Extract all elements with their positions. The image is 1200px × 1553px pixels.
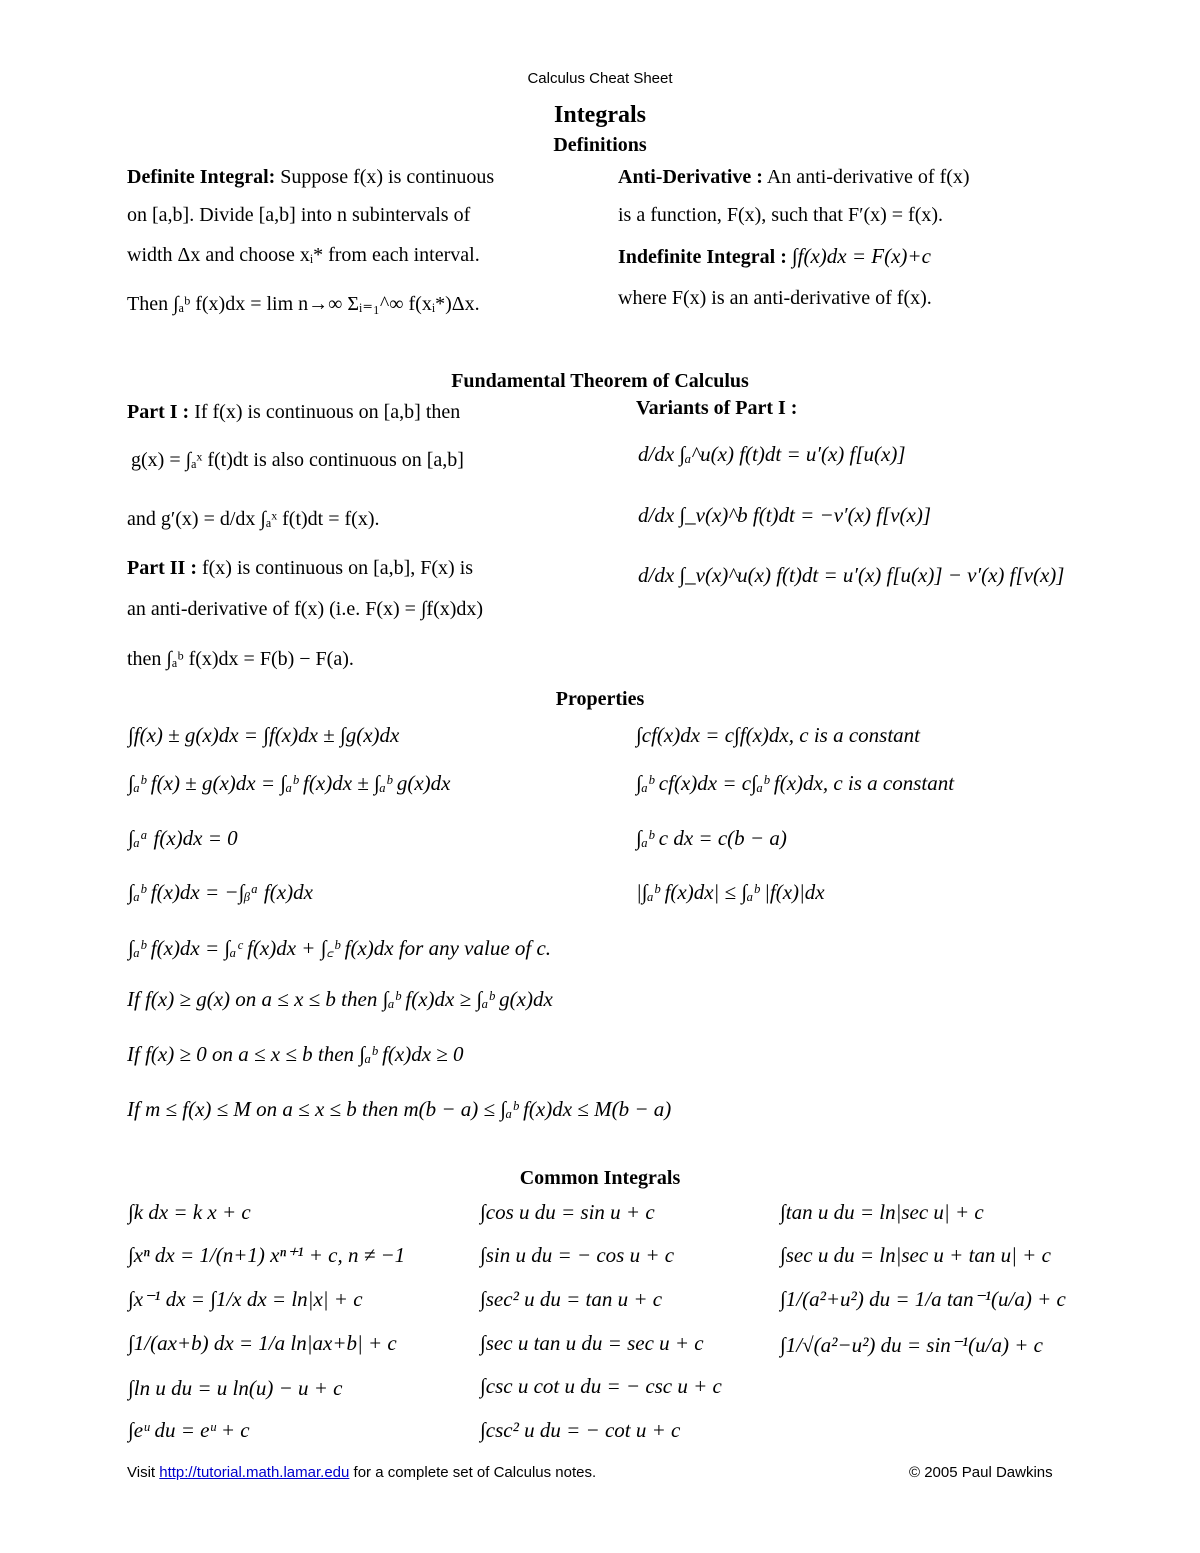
part1-label: Part I : [127,401,190,423]
property-right-3: ∫ₐᵇ c dx = c(b − a) [636,826,787,850]
footer-link[interactable]: http://tutorial.math.lamar.edu [159,1464,350,1481]
common-integral: ∫sec² u du = tan u + c [480,1287,663,1311]
indefinite-label: Indefinite Integral : [618,246,787,268]
property-right-2: ∫ₐᵇ cf(x)dx = c∫ₐᵇ f(x)dx, c is a constant [636,771,955,795]
footer-rest: for a complete set of Calculus notes. [353,1464,597,1481]
section-properties: Properties [555,688,645,710]
property-left-4: ∫ₐᵇ f(x)dx = −∫ᵦᵃ f(x)dx [128,880,313,904]
property-full-3: If f(x) ≥ 0 on a ≤ x ≤ b then ∫ₐᵇ f(x)dx ≥ 0 [127,1042,464,1066]
property-right-4: |∫ₐᵇ f(x)dx| ≤ ∫ₐᵇ |f(x)|dx [636,880,825,904]
common-integral: ∫cos u du = sin u + c [480,1200,655,1224]
common-integral: ∫csc² u du = − cot u + c [480,1418,681,1442]
anti-line-2: is a function, F(x), such that F′(x) = f(x). [618,204,944,226]
footer-note [127,1464,596,1481]
property-full-2: If f(x) ≥ g(x) on a ≤ x ≤ b then ∫ₐᵇ f(x)dx ≥ ∫ₐᵇ g(x)dx [127,987,553,1011]
common-integral: ∫eᵘ du = eᵘ + c [128,1418,250,1442]
anti-label: Anti-Derivative : [618,166,763,188]
page-header: Calculus Cheat Sheet [527,70,673,87]
page-title: Integrals [554,102,646,128]
common-integral: ∫1/(a²+u²) du = 1/a tan⁻¹(u/a) + c [780,1287,1066,1311]
indefinite-eq: ∫f(x)dx = F(x)+c [791,244,931,268]
common-integral: ∫tan u du = ln|sec u| + c [780,1200,984,1224]
part1-line-1: If f(x) is continuous on [a,b] then [194,401,461,423]
part2-label: Part II : [127,557,197,579]
definite-label: Definite Integral: [127,166,276,188]
variants-label: Variants of Part I : [636,397,798,419]
section-definitions: Definitions [553,134,647,156]
variant-3: d/dx ∫_v(x)^u(x) f(t)dt = u′(x) f[u(x)] − v′(x) f[v(x)] [638,563,1065,587]
common-integral: ∫csc u cot u du = − csc u + c [480,1374,722,1398]
part1-line-2: g(x) = ∫ₐˣ f(t)dt is also continuous on [a,b] [131,449,464,471]
anti-line-1: An anti-derivative of f(x) [766,166,970,188]
definite-line-3: width Δx and choose xᵢ* from each interval. [127,244,480,266]
definite-line-4: Then ∫ₐᵇ f(x)dx = lim n→∞ Σᵢ₌₁^∞ f(xᵢ*)Δx. [127,293,480,315]
common-integral: ∫1/(ax+b) dx = 1/a ln|ax+b| + c [128,1331,397,1355]
common-integral: ∫xⁿ dx = 1/(n+1) xⁿ⁺¹ + c, n ≠ −1 [128,1243,406,1267]
property-left-3: ∫ₐᵃ f(x)dx = 0 [128,826,238,850]
variant-1: d/dx ∫ₐ^u(x) f(t)dt = u′(x) f[u(x)] [638,442,906,466]
part2-line-2: an anti-derivative of f(x) (i.e. F(x) = ∫f(x)dx) [127,598,484,620]
section-common-integrals: Common Integrals [519,1167,681,1189]
part2-line-3: then ∫ₐᵇ f(x)dx = F(b) − F(a). [127,648,354,670]
property-left-1: ∫f(x) ± g(x)dx = ∫f(x)dx ± ∫g(x)dx [128,723,400,747]
common-integral: ∫1/√(a²−u²) du = sin⁻¹(u/a) + c [780,1333,1043,1357]
common-integral: ∫sec u tan u du = sec u + c [480,1331,704,1355]
common-integral: ∫sec u du = ln|sec u + tan u| + c [780,1243,1051,1267]
section-ftc: Fundamental Theorem of Calculus [451,370,749,392]
common-integral: ∫k dx = k x + c [128,1200,251,1224]
part2-line-1: f(x) is continuous on [a,b], F(x) is [201,557,474,579]
definite-line-2: on [a,b]. Divide [a,b] into n subintervals of [127,204,471,226]
property-full-4: If m ≤ f(x) ≤ M on a ≤ x ≤ b then m(b − a) ≤ ∫ₐᵇ f(x)dx ≤ M(b − a) [127,1097,672,1121]
definite-line-1: Suppose f(x) is continuous [280,166,495,188]
part1-line-3: and g′(x) = d/dx ∫ₐˣ f(t)dt = f(x). [127,508,380,530]
indefinite-line-2: where F(x) is an anti-derivative of f(x). [618,287,932,309]
footer-copyright: © 2005 Paul Dawkins [909,1464,1053,1481]
common-integral: ∫x⁻¹ dx = ∫1/x dx = ln|x| + c [128,1287,363,1311]
property-left-2: ∫ₐᵇ f(x) ± g(x)dx = ∫ₐᵇ f(x)dx ± ∫ₐᵇ g(x)dx [128,771,451,795]
property-right-1: ∫cf(x)dx = c∫f(x)dx, c is a constant [636,723,920,747]
variant-2: d/dx ∫_v(x)^b f(t)dt = −v′(x) f[v(x)] [638,503,932,527]
property-full-1: ∫ₐᵇ f(x)dx = ∫ₐᶜ f(x)dx + ∫꜀ᵇ f(x)dx for any value of c. [128,936,552,960]
common-integral: ∫sin u du = − cos u + c [480,1243,675,1267]
footer-visit: Visit [127,1464,156,1481]
common-integral: ∫ln u du = u ln(u) − u + c [128,1376,343,1400]
